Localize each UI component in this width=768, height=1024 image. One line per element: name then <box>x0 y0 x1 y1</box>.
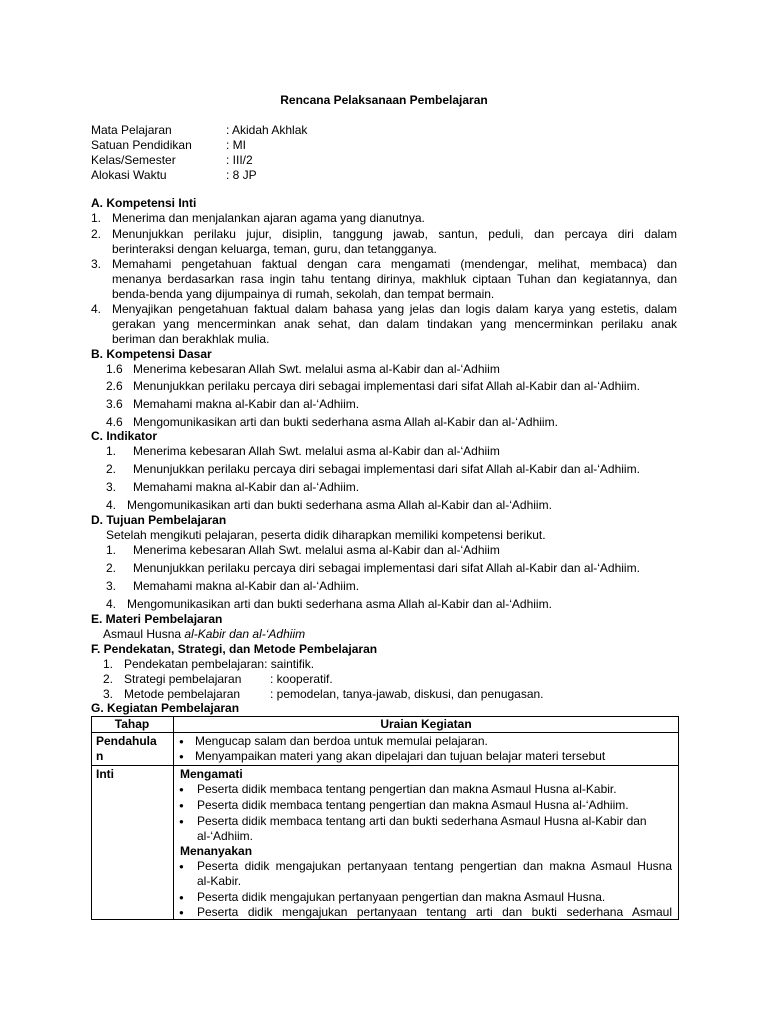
table-activity-text: Peserta didik membaca tentang pengertian dan makna Asmaul Husna al-Kabir. <box>197 782 617 796</box>
table-column-divider <box>173 716 174 920</box>
list-number: 3.6 <box>106 397 123 411</box>
identity-label: Mata Pelajaran <box>91 123 172 137</box>
list-item-text: Menerima kebesaran Allah Swt. melalui asma al-Kabir dan al-‘Adhiim <box>133 444 500 458</box>
list-item-text: menanya berdasarkan rasa ingin tahu tentang dirinya, makhluk ciptaan Tuhan dan kegiatannya, dan <box>112 272 677 286</box>
list-item-text: Memahami makna al-Kabir dan al-‘Adhiim. <box>133 397 360 411</box>
list-item-text: beriman dan berakhlak mulia. <box>112 332 270 346</box>
list-item-text: Memahami pengetahuan faktual dengan cara mengamati (mendengar, melihat, membaca) dan <box>112 257 677 271</box>
list-number: 3. <box>106 579 117 593</box>
list-item-text: Mengomunikasikan arti dan bukti sederhana asma Allah al-Kabir dan al-‘Adhiim. <box>127 498 552 512</box>
materi-italic: al-Kabir dan al-‘Adhiim <box>184 627 306 641</box>
list-number: 2. <box>103 672 114 686</box>
identity-value: : III/2 <box>226 153 253 167</box>
materi-text <box>103 627 305 642</box>
bullet-icon: ● <box>179 908 184 917</box>
section-heading: E. Materi Pembelajaran <box>91 612 223 626</box>
table-activity-text: al-‘Adhiim. <box>197 829 254 843</box>
list-item-text: Menunjukkan perilaku jujur, disiplin, tanggung jawab, santun, peduli, dan percaya diri dalam <box>112 227 677 241</box>
list-number: 4.6 <box>106 415 123 429</box>
list-item-text: Mengomunikasikan arti dan bukti sederhana asma Allah al-Kabir dan al-‘Adhiim. <box>127 597 552 611</box>
list-number: 1. <box>103 657 114 671</box>
list-number: 3. <box>103 687 114 701</box>
table-row-divider <box>91 765 679 766</box>
list-number: 2. <box>106 462 117 476</box>
list-number: 2. <box>91 227 102 241</box>
list-item-text: Menerima kebesaran Allah Swt. melalui asma al-Kabir dan al-‘Adhiim <box>133 543 500 557</box>
list-item-text: Strategi pembelajaran <box>124 672 242 686</box>
bullet-icon: ● <box>179 785 184 794</box>
list-number: 1. <box>91 211 102 225</box>
list-number: 4. <box>106 498 117 512</box>
bullet-icon: ● <box>179 737 184 746</box>
list-item-text: Metode pembelajaran <box>124 687 241 701</box>
bullet-icon: ● <box>179 893 184 902</box>
identity-value: : 8 JP <box>226 168 257 182</box>
identity-label: Kelas/Semester <box>91 153 176 167</box>
list-item-text: Menunjukkan perilaku percaya diri sebagai implementasi dari sifat Allah al-Kabir dan al-‘Adhiim. <box>133 561 640 575</box>
list-number: 2.6 <box>106 379 123 393</box>
section-heading: A. Kompetensi Inti <box>91 196 197 210</box>
table-activity-text: Peserta didik mengajukan pertanyaan pengertian dan makna Asmaul Husna. <box>197 890 606 904</box>
table-activity-text: al-Kabir. <box>197 874 242 888</box>
list-item-text: Memahami makna al-Kabir dan al-‘Adhiim. <box>133 579 360 593</box>
document-title: Rencana Pelaksanaan Pembelajaran <box>280 93 488 107</box>
table-stage: Pendahula <box>96 734 157 748</box>
bullet-icon: ● <box>179 862 184 871</box>
list-item-text: benda-benda yang dijumpainya di rumah, sekolah, dan tempat bermain. <box>112 287 495 301</box>
table-subheading: Mengamati <box>180 767 243 781</box>
identity-value: : Akidah Akhlak <box>226 123 308 137</box>
list-item-text: Menunjukkan perilaku percaya diri sebagai implementasi dari sifat Allah al-Kabir dan al-‘Adhiim. <box>133 462 640 476</box>
table-border-right <box>678 716 679 920</box>
bullet-icon: ● <box>179 817 184 826</box>
list-number: 1. <box>106 543 117 557</box>
list-item-text: Menerima kebesaran Allah Swt. melalui asma al-Kabir dan al-‘Adhiim <box>133 362 500 376</box>
bullet-icon: ● <box>179 801 184 810</box>
list-number: 4. <box>91 302 102 316</box>
table-subheading: Menanyakan <box>180 844 253 858</box>
table-stage: n <box>96 749 104 763</box>
table-header-stage: Tahap <box>114 717 150 731</box>
section-heading: C. Indikator <box>91 429 158 443</box>
list-item-text: Menerima dan menjalankan ajaran agama yang dianutnya. <box>112 211 425 225</box>
table-activity-text: Menyampaikan materi yang akan dipelajari dan tujuan belajar materi tersebut <box>195 749 606 763</box>
table-stage: Inti <box>96 767 114 781</box>
materi-plain: Asmaul Husna <box>103 627 182 641</box>
table-activity-text: Peserta didik membaca tentang pengertian dan makna Asmaul Husna al-‘Adhiim. <box>197 798 629 812</box>
list-item-text: Mengomunikasikan arti dan bukti sederhana asma Allah al-Kabir dan al-‘Adhiim. <box>133 415 558 429</box>
table-header-activity: Uraian Kegiatan <box>380 717 472 731</box>
bullet-icon: ● <box>179 752 184 761</box>
list-item-text: Menyajikan pengetahuan faktual dalam bahasa yang jelas dan logis dalam karya yang estetis, dalam <box>112 302 677 316</box>
table-activity-text: Peserta didik membaca tentang arti dan bukti sederhana Asmaul Husna al-Kabir dan <box>197 814 647 828</box>
list-item-text: gerakan yang mencerminkan anak sehat, dan dalam tindakan yang mencerminkan perilaku anak <box>112 317 677 331</box>
list-item-text: berinteraksi dengan keluarga, teman, guru, dan tetangganya. <box>112 242 437 256</box>
identity-label: Satuan Pendidikan <box>91 138 192 152</box>
list-item-text: Menunjukkan perilaku percaya diri sebagai implementasi dari sifat Allah al-Kabir dan al-‘Adhiim. <box>133 379 640 393</box>
list-item-text: Memahami makna al-Kabir dan al-‘Adhiim. <box>133 480 360 494</box>
table-activity-text: Peserta didik mengajukan pertanyaan tentang arti dan bukti sederhana Asmaul <box>197 905 672 919</box>
list-item-value: : kooperatif. <box>270 672 333 686</box>
table-border-left <box>91 716 92 920</box>
identity-label: Alokasi Waktu <box>91 168 167 182</box>
table-activity-text: Peserta didik mengajukan pertanyaan tentang pengertian dan makna Asmaul Husna <box>197 859 672 873</box>
table-header-divider <box>91 732 679 733</box>
list-number: 3. <box>106 480 117 494</box>
list-number: 2. <box>106 561 117 575</box>
table-activity-text: Mengucap salam dan berdoa untuk memulai pelajaran. <box>195 734 488 748</box>
list-number: 3. <box>91 257 102 271</box>
section-heading: G. Kegiatan Pembelajaran <box>91 701 240 715</box>
section-intro: Setelah mengikuti pelajaran, peserta didik diharapkan memiliki kompetensi berikut. <box>106 528 546 542</box>
section-heading: B. Kompetensi Dasar <box>91 347 212 361</box>
identity-value: : MI <box>226 138 246 152</box>
section-heading: D. Tujuan Pembelajaran <box>91 513 227 527</box>
list-item-value: : pemodelan, tanya-jawab, diskusi, dan penugasan. <box>270 687 544 701</box>
list-number: 1.6 <box>106 362 123 376</box>
list-item-text: Pendekatan pembelajaran: saintifik. <box>124 657 315 671</box>
list-number: 1. <box>106 444 117 458</box>
section-heading: F. Pendekatan, Strategi, dan Metode Pembelajaran <box>91 642 378 656</box>
list-number: 4. <box>106 597 117 611</box>
